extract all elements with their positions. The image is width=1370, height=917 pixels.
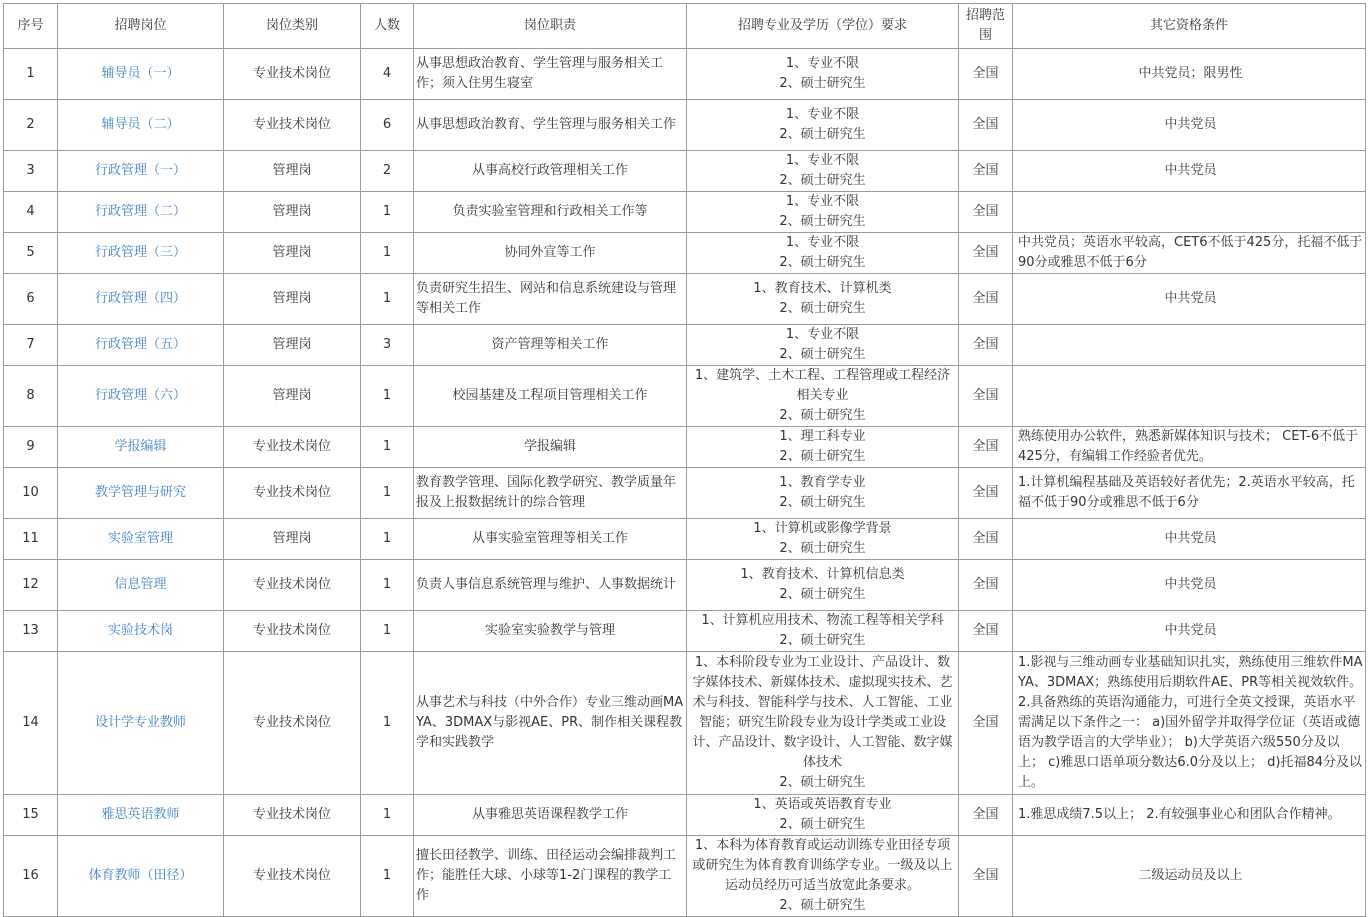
table-header-row: [4, 4, 1366, 49]
job-duty: 从事雅思英语课程教学工作: [414, 795, 687, 836]
row-no: 10: [4, 468, 58, 519]
job-count: 1: [361, 652, 414, 795]
job-scope: 全国: [959, 100, 1013, 151]
job-category: 专业技术岗位: [224, 100, 361, 151]
table-row: [4, 274, 1366, 325]
job-title-link[interactable]: 信息管理: [58, 560, 224, 611]
job-category: 专业技术岗位: [224, 560, 361, 611]
job-count: 4: [361, 49, 414, 100]
job-duty: 从事思想政治教育、学生管理与服务相关工作；须入住男生寝室: [414, 49, 687, 100]
major-line: 1、建筑学、土木工程、工程管理或工程经济相关专业: [694, 368, 951, 403]
major-line: 1、专业不限: [785, 235, 860, 250]
job-other: 熟练使用办公软件，熟悉新媒体知识与技术； CET-6不低于425分，有编辑工作经验者优先。: [1013, 427, 1366, 468]
job-duty: 实验室实验教学与管理: [414, 611, 687, 652]
job-count: 1: [361, 427, 414, 468]
major-line: 1、教育技术、计算机类: [753, 281, 892, 296]
job-title-link[interactable]: 教学管理与研究: [58, 468, 224, 519]
job-other: 二级运动员及以上: [1013, 836, 1366, 917]
job-major: [687, 100, 959, 151]
row-no: 9: [4, 427, 58, 468]
job-count: 1: [361, 795, 414, 836]
job-scope: 全国: [959, 652, 1013, 795]
job-category: 管理岗: [224, 274, 361, 325]
job-title-link[interactable]: 设计学专业教师: [58, 652, 224, 795]
job-title-link[interactable]: 辅导员（二）: [58, 100, 224, 151]
job-major: [687, 560, 959, 611]
job-scope: 全国: [959, 519, 1013, 560]
major-line: 2、硕士研究生: [779, 127, 866, 142]
job-other: 中共党员: [1013, 100, 1366, 151]
header-duty: 岗位职责: [414, 4, 687, 49]
job-category: 管理岗: [224, 151, 361, 192]
job-major: [687, 325, 959, 366]
major-line: 1、专业不限: [785, 107, 860, 122]
job-duty: 资产管理等相关工作: [414, 325, 687, 366]
job-category: 专业技术岗位: [224, 795, 361, 836]
job-major: [687, 49, 959, 100]
table-row: [4, 611, 1366, 652]
job-category: 管理岗: [224, 519, 361, 560]
job-duty: 校园基建及工程项目管理相关工作: [414, 366, 687, 427]
job-title-link[interactable]: 学报编辑: [58, 427, 224, 468]
job-scope: 全国: [959, 611, 1013, 652]
row-no: 8: [4, 366, 58, 427]
job-major: [687, 366, 959, 427]
table-row: [4, 151, 1366, 192]
job-scope: 全国: [959, 325, 1013, 366]
major-line: 2、硕士研究生: [779, 817, 866, 832]
job-scope: 全国: [959, 836, 1013, 917]
job-major: [687, 233, 959, 274]
job-category: 管理岗: [224, 192, 361, 233]
job-duty: 从事实验室管理等相关工作: [414, 519, 687, 560]
job-major: [687, 836, 959, 917]
table-row: [4, 795, 1366, 836]
job-count: 1: [361, 560, 414, 611]
job-scope: 全国: [959, 151, 1013, 192]
table-row: [4, 366, 1366, 427]
job-duty: 负责实验室管理和行政相关工作等: [414, 192, 687, 233]
job-category: 专业技术岗位: [224, 836, 361, 917]
job-scope: 全国: [959, 192, 1013, 233]
major-line: 1、理工科专业: [779, 429, 866, 444]
major-line: 1、专业不限: [785, 56, 860, 71]
table-row: [4, 468, 1366, 519]
major-line: 1、教育技术、计算机信息类: [740, 567, 905, 582]
major-line: 2、硕士研究生: [779, 633, 866, 648]
job-duty: 协同外宣等工作: [414, 233, 687, 274]
table-row: [4, 519, 1366, 560]
job-scope: 全国: [959, 468, 1013, 519]
major-line: 2、硕士研究生: [779, 408, 866, 423]
job-category: 专业技术岗位: [224, 468, 361, 519]
major-line: 1、教育学专业: [779, 475, 866, 490]
job-count: 1: [361, 836, 414, 917]
job-major: [687, 519, 959, 560]
row-no: 5: [4, 233, 58, 274]
major-line: 1、专业不限: [785, 153, 860, 168]
row-no: 1: [4, 49, 58, 100]
major-line: 2、硕士研究生: [779, 495, 866, 510]
job-major: [687, 468, 959, 519]
table-row: [4, 49, 1366, 100]
job-title-link[interactable]: 实验技术岗: [58, 611, 224, 652]
job-major: [687, 192, 959, 233]
job-title-link[interactable]: 行政管理（六）: [58, 366, 224, 427]
job-category: 专业技术岗位: [224, 427, 361, 468]
row-no: 13: [4, 611, 58, 652]
row-no: 3: [4, 151, 58, 192]
job-count: 6: [361, 100, 414, 151]
job-duty: 从事艺术与科技（中外合作）专业三维动画MAYA、3DMAX与影视AE、PR、制作相关课程教学和实践教学: [414, 652, 687, 795]
job-scope: 全国: [959, 274, 1013, 325]
row-no: 2: [4, 100, 58, 151]
job-category: 管理岗: [224, 366, 361, 427]
major-line: 1、英语或英语教育专业: [753, 797, 892, 812]
job-category: 专业技术岗位: [224, 49, 361, 100]
job-other: 1.影视与三维动画专业基础知识扎实，熟练使用三维软件MAYA、3DMAX；熟练使用后期软件AE、PR等相关视效软件。 2.具备熟练的英语沟通能力，可进行全英文授课，英语水平需满足以下条件之一： a)国外留学并取得学位证（英语或德语为教学语言的大学毕业）； b)大学英语六级550分及以上； c)雅思口语单项分数达6.0分及以上； d)托福84分及以上。: [1013, 652, 1366, 795]
row-no: 7: [4, 325, 58, 366]
job-scope: 全国: [959, 49, 1013, 100]
job-count: 1: [361, 233, 414, 274]
header-title: 招聘岗位: [58, 4, 224, 49]
table-row: [4, 100, 1366, 151]
job-count: 1: [361, 366, 414, 427]
table-row: [4, 836, 1366, 917]
job-other: 中共党员；英语水平较高，CET6不低于425分，托福不低于90分或雅思不低于6分: [1013, 233, 1366, 274]
job-duty: 从事思想政治教育、学生管理与服务相关工作: [414, 100, 687, 151]
job-title-link[interactable]: 行政管理（三）: [58, 233, 224, 274]
job-major: [687, 652, 959, 795]
job-major: [687, 795, 959, 836]
job-title-link[interactable]: 行政管理（四）: [58, 274, 224, 325]
recruitment-table: [3, 3, 1366, 917]
table-row: [4, 652, 1366, 795]
job-count: 1: [361, 274, 414, 325]
major-line: 2、硕士研究生: [779, 775, 866, 790]
job-other: 中共党员: [1013, 151, 1366, 192]
job-count: 3: [361, 325, 414, 366]
job-duty: 负责研究生招生、网站和信息系统建设与管理等相关工作: [414, 274, 687, 325]
job-major: [687, 611, 959, 652]
job-other: 1.计算机编程基础及英语较好者优先；2.英语水平较高，托福不低于90分或雅思不低于6分: [1013, 468, 1366, 519]
header-major: 招聘专业及学历（学位）要求: [687, 4, 959, 49]
table-row: [4, 560, 1366, 611]
job-scope: 全国: [959, 366, 1013, 427]
job-title-link[interactable]: 行政管理（二）: [58, 192, 224, 233]
job-title-link[interactable]: 雅思英语教师: [58, 795, 224, 836]
major-line: 2、硕士研究生: [779, 587, 866, 602]
major-line: 2、硕士研究生: [779, 898, 866, 913]
major-line: 1、专业不限: [785, 327, 860, 342]
table-row: [4, 192, 1366, 233]
job-title-link[interactable]: 行政管理（一）: [58, 151, 224, 192]
job-count: 1: [361, 468, 414, 519]
major-line: 2、硕士研究生: [779, 541, 866, 556]
header-count: 人数: [361, 4, 414, 49]
job-other: [1013, 325, 1366, 366]
job-other: [1013, 366, 1366, 427]
job-scope: 全国: [959, 427, 1013, 468]
job-duty: 从事高校行政管理相关工作: [414, 151, 687, 192]
major-line: 1、专业不限: [785, 194, 860, 209]
job-title-link[interactable]: 实验室管理: [58, 519, 224, 560]
job-count: 1: [361, 519, 414, 560]
job-title-link[interactable]: 行政管理（五）: [58, 325, 224, 366]
major-line: 1、本科阶段专业为工业设计、产品设计、数字媒体技术、新媒体技术、虚拟现实技术、艺术与科技、智能科学与技术、人工智能、工业智能；研究生阶段专业为设计学类或工业设计、产品设计、数字设计、人工智能、数字媒体技术: [692, 655, 953, 770]
job-title-link[interactable]: 辅导员（一）: [58, 49, 224, 100]
table-row: [4, 427, 1366, 468]
table-row: [4, 233, 1366, 274]
job-scope: 全国: [959, 795, 1013, 836]
job-other: 中共党员: [1013, 611, 1366, 652]
job-other: [1013, 192, 1366, 233]
job-duty: 学报编辑: [414, 427, 687, 468]
major-line: 2、硕士研究生: [779, 76, 866, 91]
header-no: 序号: [4, 4, 58, 49]
row-no: 4: [4, 192, 58, 233]
major-line: 2、硕士研究生: [779, 449, 866, 464]
job-scope: 全国: [959, 560, 1013, 611]
job-other: 中共党员: [1013, 560, 1366, 611]
job-other: 中共党员: [1013, 274, 1366, 325]
header-scope: 招聘范围: [959, 4, 1013, 49]
job-duty: 擅长田径教学、训练、田径运动会编排裁判工作；能胜任大球、小球等1-2门课程的教学工作: [414, 836, 687, 917]
job-category: 专业技术岗位: [224, 652, 361, 795]
job-count: 2: [361, 151, 414, 192]
row-no: 11: [4, 519, 58, 560]
header-other: 其它资格条件: [1013, 4, 1366, 49]
major-line: 2、硕士研究生: [779, 347, 866, 362]
major-line: 1、计算机应用技术、物流工程等相关学科: [701, 613, 944, 628]
job-duty: 负责人事信息系统管理与维护、人事数据统计: [414, 560, 687, 611]
major-line: 2、硕士研究生: [779, 255, 866, 270]
job-title-link[interactable]: 体育教师（田径）: [58, 836, 224, 917]
job-duty: 教育教学管理、国际化教学研究、教学质量年报及上报数据统计的综合管理: [414, 468, 687, 519]
job-count: 1: [361, 192, 414, 233]
table-row: [4, 325, 1366, 366]
row-no: 6: [4, 274, 58, 325]
job-other: 中共党员: [1013, 519, 1366, 560]
major-line: 2、硕士研究生: [779, 301, 866, 316]
row-no: 14: [4, 652, 58, 795]
job-other: 1.雅思成绩7.5以上； 2.有较强事业心和团队合作精神。: [1013, 795, 1366, 836]
major-line: 1、本科为体育教育或运动训练专业田径专项或研究生为体育教育训练学专业。一级及以上运动员经历可适当放宽此条要求。: [692, 838, 953, 893]
job-category: 专业技术岗位: [224, 611, 361, 652]
major-line: 1、计算机或影像学背景: [753, 521, 892, 536]
job-major: [687, 274, 959, 325]
job-category: 管理岗: [224, 325, 361, 366]
job-count: 1: [361, 611, 414, 652]
job-other: 中共党员；限男性: [1013, 49, 1366, 100]
major-line: 2、硕士研究生: [779, 173, 866, 188]
job-major: [687, 151, 959, 192]
row-no: 12: [4, 560, 58, 611]
row-no: 15: [4, 795, 58, 836]
header-category: 岗位类别: [224, 4, 361, 49]
major-line: 2、硕士研究生: [779, 214, 866, 229]
job-category: 管理岗: [224, 233, 361, 274]
job-major: [687, 427, 959, 468]
job-scope: 全国: [959, 233, 1013, 274]
row-no: 16: [4, 836, 58, 917]
